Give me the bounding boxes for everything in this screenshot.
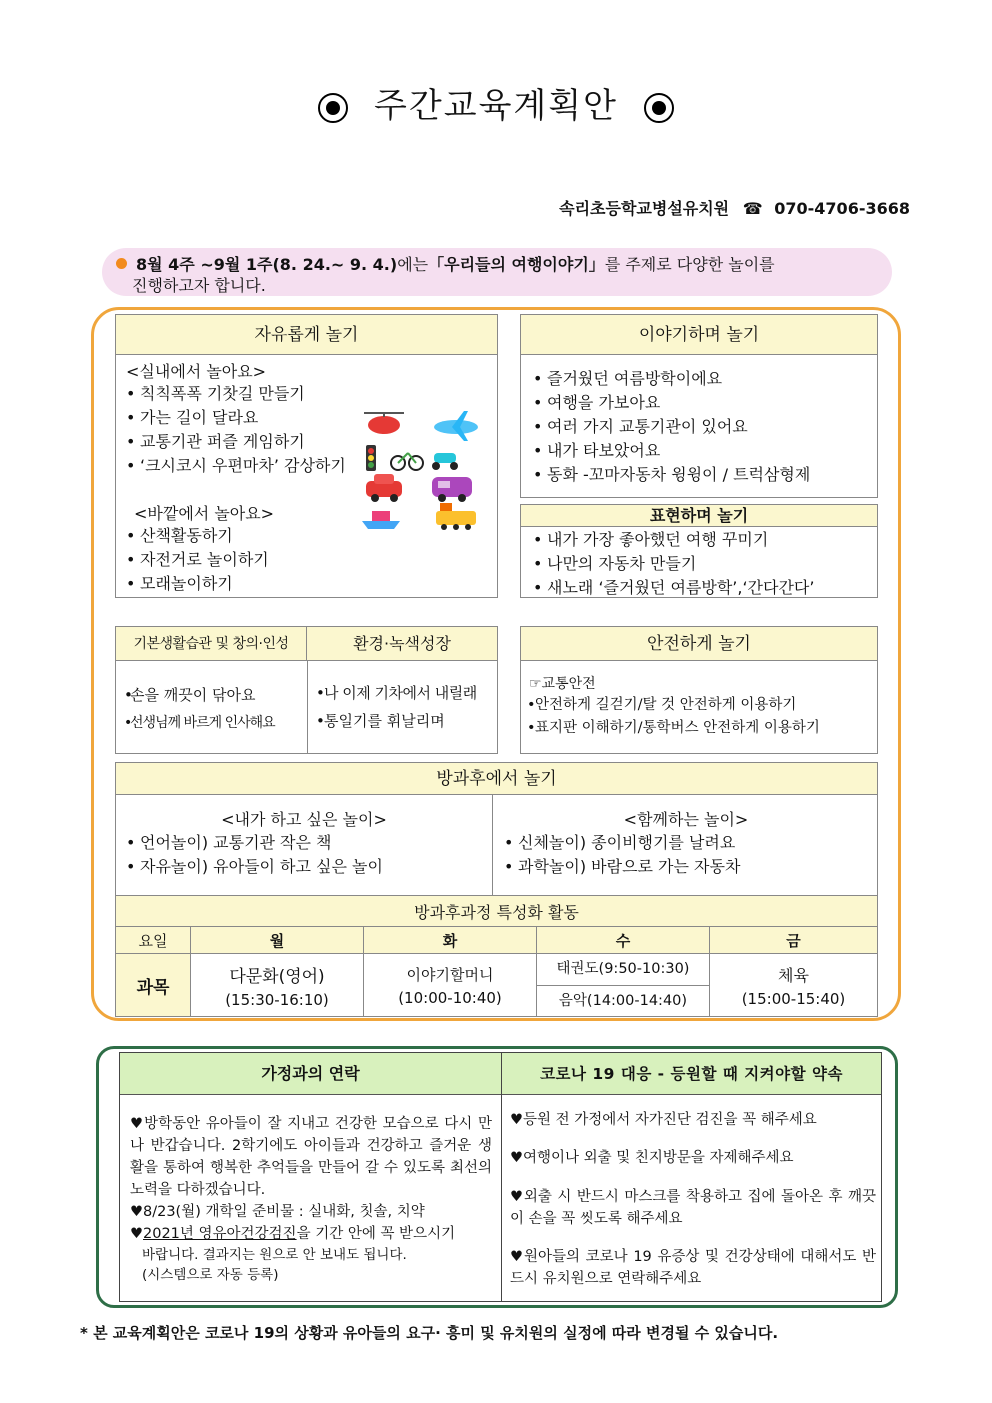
story-play-box [520, 314, 878, 498]
bicycle-icon [391, 453, 423, 470]
free-play-title: 자유롭게 놀기 [116, 315, 497, 355]
after-school-right-list [498, 831, 740, 879]
day-tue: 화 [364, 927, 537, 954]
after-school-left-title: <내가 하고 싶은 놀이> [221, 810, 387, 829]
mon-subject: 다문화(영어) (15:30-16:10) [191, 954, 364, 1017]
indoor-list [120, 382, 346, 478]
page-title: 주간교육계획안 [0, 78, 992, 127]
school-name: 속리초등학교병설유치원 [559, 199, 730, 218]
helicopter-icon [364, 413, 404, 434]
list-item: • 손을 깨끗이 닦아요 [118, 681, 275, 709]
footnote: * 본 교육계획안은 코로나 19의 상황과 유아들의 요구· 흥미 및 유치원의 실정에 따라 변경될 수 있습니다. [80, 1324, 779, 1342]
after-school-right-title: <함께하는 놀이> [623, 810, 749, 829]
checkup-link-text: 2021년 영유아건강검진 [143, 1226, 297, 1242]
table-row [116, 954, 878, 1017]
story-play-title: 이야기하며 놀기 [521, 315, 877, 355]
tue-subject: 이야기할머니 (10:00-10:40) [364, 954, 537, 1017]
vehicles-illustration [356, 403, 486, 533]
list-item: • 동화 -꼬마자동차 윙윙이 / 트럭삼형제 [527, 463, 810, 487]
covid-rule: ♥외출 시 반드시 마스크를 착용하고 집에 돌아온 후 깨끗이 손을 꼭 씻도록 해주세요 [510, 1189, 876, 1227]
safety-box [520, 626, 878, 754]
free-play-box [115, 314, 498, 598]
bullseye-icon [318, 93, 348, 123]
home-checkup: ♥2021년 영유아건강검진을 기간 안에 꼭 받으시기 [130, 1226, 456, 1242]
after-school-box [115, 762, 878, 896]
telephone-icon: ☎ [742, 199, 763, 218]
table-row [116, 927, 878, 954]
list-item: • 안전하게 길걷기/탈 것 안전하게 이용하기 [521, 694, 820, 717]
express-play-title: 표현하며 놀기 [521, 505, 877, 527]
traffic-light-icon [366, 445, 376, 471]
express-play-box [520, 504, 878, 598]
list-item: • 산책활동하기 [120, 524, 269, 548]
safety-subtitle: ☞교통안전 [529, 676, 596, 692]
list-item: • 자전거로 놀이하기 [120, 548, 269, 572]
theme-name: 「우리들의 여행이야기」 [428, 255, 605, 274]
airplane-icon [434, 411, 478, 441]
day-fri: 금 [710, 927, 878, 954]
day-label: 요일 [116, 927, 191, 954]
list-item: • 나만의 자동차 만들기 [527, 552, 814, 576]
list-item: • 모래놀이하기 [120, 572, 269, 596]
list-item: • 여행을 가보아요 [527, 391, 810, 415]
car-icon [366, 474, 402, 502]
school-info [559, 196, 910, 219]
covid-box [501, 1052, 882, 1302]
outdoor-list [120, 524, 269, 596]
list-item: • 가는 길이 달라요 [120, 406, 346, 430]
day-wed: 수 [537, 927, 710, 954]
after-school-title: 방과후에서 놀기 [116, 763, 877, 795]
scooter-icon [432, 453, 458, 470]
list-item: • 신체놀이) 종이비행기를 날려요 [498, 831, 740, 855]
safety-title: 안전하게 놀기 [521, 627, 877, 661]
list-item: • 자유놀이) 유아들이 하고 싶은 놀이 [120, 855, 383, 879]
phone-number: 070-4706-3668 [774, 199, 910, 218]
special-activities-table [115, 895, 878, 1017]
list-item: • 과학놀이) 바람으로 가는 자동차 [498, 855, 740, 879]
home-box: 가정과의 연락 ♥방학동안 유아들이 잘 지내고 건강한 모습으로 다시 만나 반갑습니다. 2학기에도 아이들과 건강하고 즐거운 생활을 통하여 행복한 추억들을 만들어 갈 수 있도록 최선의 노력을 다하겠습니다. ♥8/23(월) 개학일 준비물 : 실내화, 칫솔, 치약 ♥2021년 영유아건강검진을 기간 안에 꼭 받으시기 바랍니다. 결과지는 원으로 안 보내도 됩니다. (시스템으로 자동 등록) [119, 1052, 502, 1302]
van-icon [432, 477, 472, 502]
home-title: 가정과의 연락 [120, 1053, 501, 1095]
list-item: • 표지판 이해하기/통학버스 안전하게 이용하기 [521, 717, 820, 740]
list-item: • 내가 가장 좋아했던 여행 꾸미기 [527, 528, 814, 552]
special-title: 방과후과정 특성화 활동 [116, 896, 878, 927]
story-play-list [527, 367, 810, 487]
list-item: • 선생님께 바르게 인사해요 [118, 709, 275, 737]
indoor-title: <실내에서 놀아요> [126, 362, 267, 381]
list-item: • 교통기관 퍼즐 게임하기 [120, 430, 346, 454]
environment-list [310, 679, 477, 735]
day-mon: 월 [191, 927, 364, 954]
environment-title: 환경·녹색성장 [307, 627, 497, 661]
habits-list [118, 681, 275, 737]
bullseye-icon [644, 93, 674, 123]
ship-icon [362, 511, 400, 529]
home-supplies: ♥8/23(월) 개학일 준비물 : 실내화, 칫솔, 치약 [130, 1204, 425, 1220]
table-row [116, 896, 878, 927]
express-play-list [527, 528, 814, 600]
date-range: 8월 4주 ~9월 1주(8. 24.~ 9. 4.) [136, 255, 398, 274]
outdoor-title: <바깥에서 놀아요> [134, 504, 275, 523]
wed-subject: 태권도(9:50-10:30) 음악(14:00-14:40) [537, 954, 710, 1017]
home-message: ♥방학동안 유아들이 잘 지내고 건강한 모습으로 다시 만나 반갑습니다. 2학기에도 아이들과 건강하고 즐거운 생활을 통하여 행복한 추억들을 만들어 갈 수 있도록 최선의 노력을 다하겠습니다. [130, 1116, 492, 1198]
theme-banner: 8월 4주 ~9월 1주(8. 24.~ 9. 4.)에는「우리들의 여행이야기」를 주제로 다양한 놀이를 진행하고자 합니다. [102, 248, 892, 296]
list-item: • 나 이제 기차에서 내릴래 [310, 679, 477, 707]
covid-rule: ♥원아들의 코로나 19 유증상 및 건강상태에 대해서도 반드시 유치원으로 연락해주세요 [510, 1249, 876, 1287]
list-item: • 여러 가지 교통기관이 있어요 [527, 415, 810, 439]
subject-label: 과목 [116, 954, 191, 1017]
train-icon [436, 503, 476, 530]
list-item: • 내가 타보았어요 [527, 439, 810, 463]
list-item: • ‘크시코시 우편마차’ 감상하기 [120, 454, 346, 478]
habits-title: 기본생활습관 및 창의·인성 [116, 627, 307, 661]
list-item: • 통일기를 휘날리며 [310, 707, 477, 735]
covid-rule: ♥등원 전 가정에서 자가진단 검진을 꼭 해주세요 [510, 1112, 817, 1128]
safety-list [521, 694, 820, 740]
list-item: • 칙칙폭폭 기찻길 만들기 [120, 382, 346, 406]
list-item: • 언어놀이) 교통기관 작은 책 [120, 831, 383, 855]
covid-rule: ♥여행이나 외출 및 친지방문을 자제해주세요 [510, 1150, 794, 1166]
fri-subject: 체육 (15:00-15:40) [710, 954, 878, 1017]
after-school-left-list [120, 831, 383, 879]
covid-title: 코로나 19 대응 - 등원할 때 지켜야할 약속 [502, 1053, 881, 1095]
list-item: • 새노래 ‘즐거웠던 여름방학’,‘간다간다’ [527, 576, 814, 600]
list-item: • 즐거웠던 여름방학이에요 [527, 367, 810, 391]
bullet-dot-icon [116, 258, 127, 269]
habits-environment-box [115, 626, 498, 754]
